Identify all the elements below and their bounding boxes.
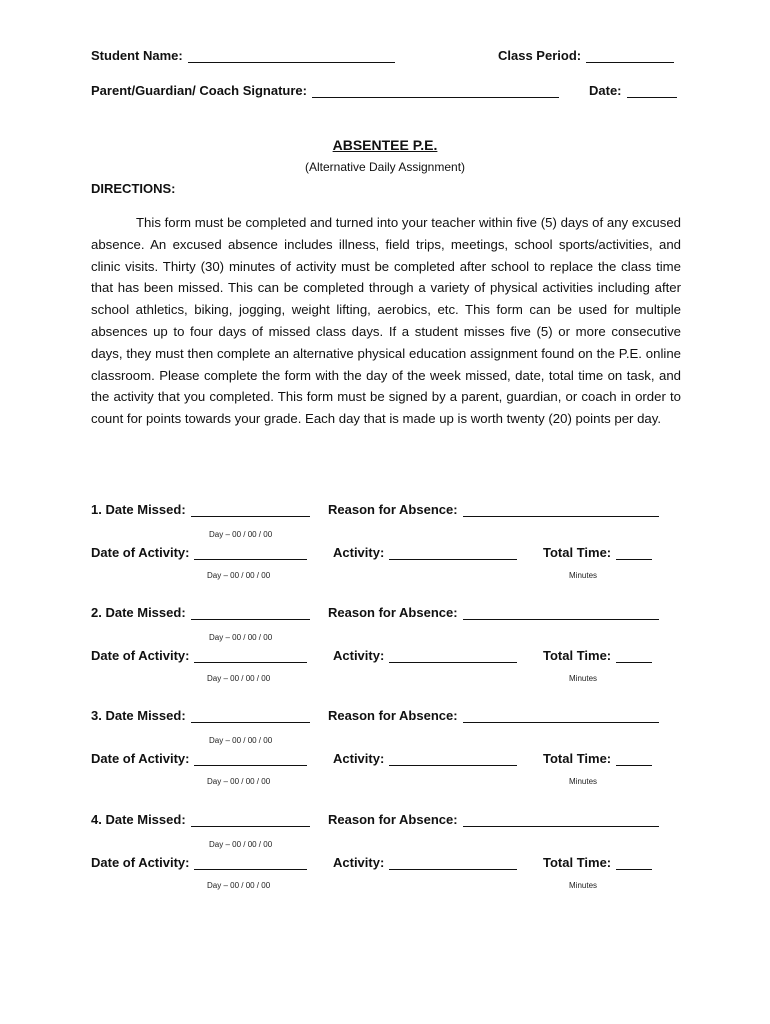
date-activity-row bbox=[91, 545, 307, 560]
reason-label: Reason for Absence: bbox=[328, 812, 458, 827]
date-missed-label: 3. Date Missed: bbox=[91, 708, 186, 723]
reason-row bbox=[328, 502, 659, 517]
directions-paragraph bbox=[91, 212, 681, 430]
date-missed-row bbox=[91, 708, 310, 723]
date-activity-field[interactable] bbox=[194, 547, 307, 560]
date-activity-hint: Day – 00 / 00 / 00 bbox=[207, 777, 271, 786]
date-missed-field[interactable] bbox=[191, 710, 310, 723]
total-time-label: Total Time: bbox=[543, 855, 612, 870]
date-field[interactable] bbox=[627, 85, 677, 98]
date-activity-hint: Day – 00 / 00 / 00 bbox=[207, 571, 271, 580]
date-activity-label: Date of Activity: bbox=[91, 545, 190, 560]
reason-row bbox=[328, 605, 659, 620]
directions-heading: DIRECTIONS: bbox=[91, 181, 176, 196]
date-missed-hint: Day – 00 / 00 / 00 bbox=[209, 736, 273, 745]
absence-entry-1 bbox=[0, 500, 770, 590]
signature-label: Parent/Guardian/ Coach Signature: bbox=[91, 83, 307, 98]
date-label: Date: bbox=[589, 83, 622, 98]
reason-row bbox=[328, 708, 659, 723]
activity-row bbox=[333, 648, 517, 663]
minutes-hint: Minutes bbox=[569, 777, 598, 786]
student-name-row bbox=[91, 48, 395, 63]
class-period-field[interactable] bbox=[586, 50, 674, 63]
date-missed-row bbox=[91, 605, 310, 620]
reason-field[interactable] bbox=[463, 814, 659, 827]
total-time-field[interactable] bbox=[616, 547, 652, 560]
total-time-field[interactable] bbox=[616, 857, 652, 870]
total-time-label: Total Time: bbox=[543, 648, 612, 663]
student-name-label: Student Name: bbox=[91, 48, 183, 63]
total-time-row bbox=[543, 648, 652, 663]
reason-row bbox=[328, 812, 659, 827]
reason-label: Reason for Absence: bbox=[328, 605, 458, 620]
activity-row bbox=[333, 751, 517, 766]
date-missed-label: 4. Date Missed: bbox=[91, 812, 186, 827]
signature-row bbox=[91, 83, 559, 98]
date-activity-row bbox=[91, 648, 307, 663]
date-missed-hint: Day – 00 / 00 / 00 bbox=[209, 840, 273, 849]
date-missed-label: 1. Date Missed: bbox=[91, 502, 186, 517]
activity-label: Activity: bbox=[333, 648, 385, 663]
activity-label: Activity: bbox=[333, 751, 385, 766]
date-activity-label: Date of Activity: bbox=[91, 855, 190, 870]
activity-label: Activity: bbox=[333, 855, 385, 870]
total-time-row bbox=[543, 545, 652, 560]
signature-field[interactable] bbox=[312, 85, 559, 98]
reason-field[interactable] bbox=[463, 504, 659, 517]
activity-field[interactable] bbox=[389, 547, 517, 560]
student-name-field[interactable] bbox=[188, 50, 395, 63]
absence-entry-3 bbox=[0, 706, 770, 796]
activity-row bbox=[333, 545, 517, 560]
reason-label: Reason for Absence: bbox=[328, 502, 458, 517]
activity-row bbox=[333, 855, 517, 870]
activity-field[interactable] bbox=[389, 857, 517, 870]
date-missed-field[interactable] bbox=[191, 814, 310, 827]
date-missed-field[interactable] bbox=[191, 504, 310, 517]
activity-label: Activity: bbox=[333, 545, 385, 560]
date-missed-field[interactable] bbox=[191, 607, 310, 620]
minutes-hint: Minutes bbox=[569, 571, 598, 580]
date-activity-field[interactable] bbox=[194, 650, 307, 663]
reason-field[interactable] bbox=[463, 710, 659, 723]
date-missed-row bbox=[91, 502, 310, 517]
class-period-label: Class Period: bbox=[498, 48, 582, 63]
date-activity-row bbox=[91, 751, 307, 766]
total-time-label: Total Time: bbox=[543, 751, 612, 766]
date-activity-row bbox=[91, 855, 307, 870]
total-time-row bbox=[543, 751, 652, 766]
total-time-field[interactable] bbox=[616, 650, 652, 663]
reason-label: Reason for Absence: bbox=[328, 708, 458, 723]
total-time-row bbox=[543, 855, 652, 870]
minutes-hint: Minutes bbox=[569, 881, 598, 890]
page-subtitle: (Alternative Daily Assignment) bbox=[304, 160, 466, 174]
directions-text: This form must be completed and turned into your teacher within five (5) days of any excused absence. An excused absence includes illness, field trips, meetings, school sports/activities, and clinic visits. Thirty (30) minutes of activity must be completed after school to replace the class time that has been missed. This can be completed through a variety of physical activities including after school athletics, biking, jogging, weight lifting, aerobics, etc. This form can be used for multiple absences up to four days of missed class days. If a student misses five (5) or more consecutive days, they must then complete an alternative physical education assignment found on the P.E. online classroom. Please complete the form with the day of the week missed, date, total time on task, and the activity that you completed. This form must be signed by a parent, guardian, or coach in order to count for points towards your grade. Each day that is made up is worth twenty (20) points per day. bbox=[91, 215, 681, 427]
minutes-hint: Minutes bbox=[569, 674, 598, 683]
activity-field[interactable] bbox=[389, 650, 517, 663]
date-missed-label: 2. Date Missed: bbox=[91, 605, 186, 620]
absence-entry-4 bbox=[0, 810, 770, 900]
class-period-row bbox=[498, 48, 674, 63]
date-missed-hint: Day – 00 / 00 / 00 bbox=[209, 530, 273, 539]
activity-field[interactable] bbox=[389, 753, 517, 766]
page-title: ABSENTEE P.E. bbox=[332, 137, 438, 153]
date-missed-hint: Day – 00 / 00 / 00 bbox=[209, 633, 273, 642]
date-activity-label: Date of Activity: bbox=[91, 751, 190, 766]
date-activity-label: Date of Activity: bbox=[91, 648, 190, 663]
total-time-label: Total Time: bbox=[543, 545, 612, 560]
absence-entry-2 bbox=[0, 603, 770, 693]
date-activity-hint: Day – 00 / 00 / 00 bbox=[207, 881, 271, 890]
reason-field[interactable] bbox=[463, 607, 659, 620]
date-missed-row bbox=[91, 812, 310, 827]
date-row bbox=[589, 83, 677, 98]
date-activity-field[interactable] bbox=[194, 753, 307, 766]
date-activity-field[interactable] bbox=[194, 857, 307, 870]
date-activity-hint: Day – 00 / 00 / 00 bbox=[207, 674, 271, 683]
total-time-field[interactable] bbox=[616, 753, 652, 766]
